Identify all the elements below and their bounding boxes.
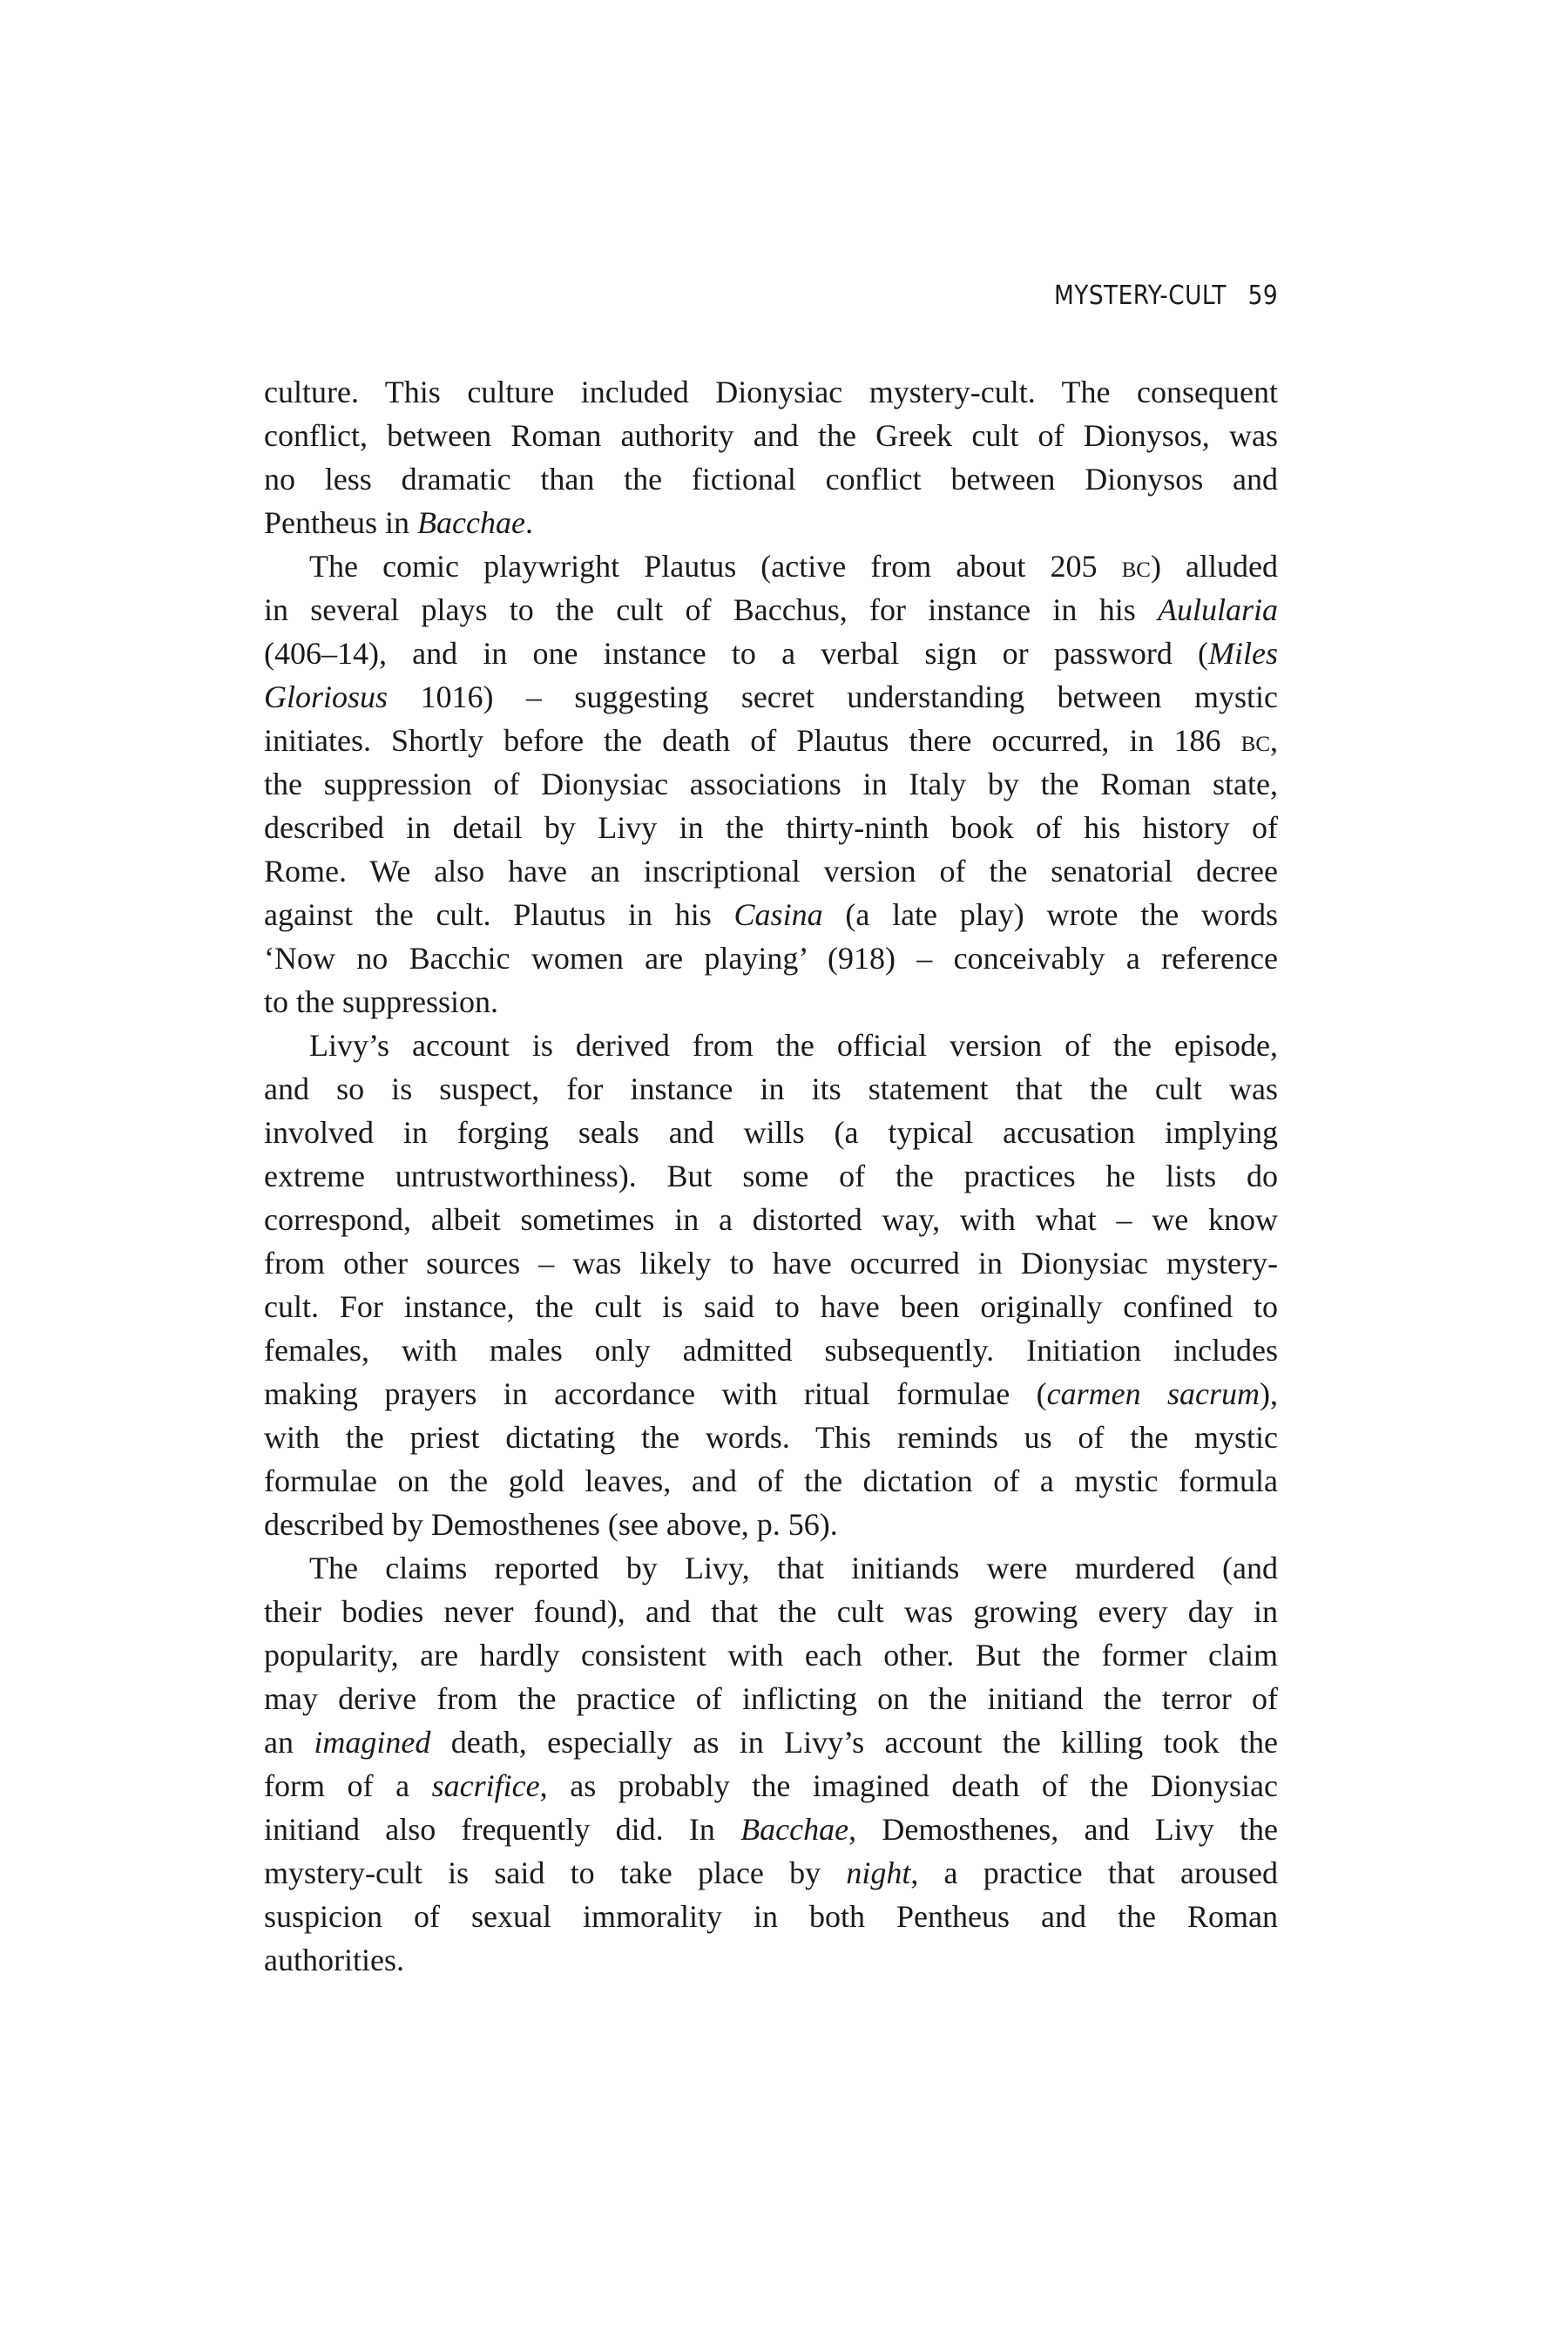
running-head [1054,280,1278,311]
text-run: (a late play) wrote the words [822,897,1278,932]
italic-text: sacrifice [431,1768,540,1803]
text-line [264,1372,1278,1416]
text-line [264,1111,1278,1154]
text-line [264,501,1278,544]
body-text [264,370,1278,1982]
text-line [264,1067,1278,1111]
text-line [264,806,1278,849]
paragraph [264,370,1278,544]
text-run: with the priest dictating the words. This reminds us of the mystic [264,1420,1278,1455]
italic-text: imagined [314,1725,431,1760]
text-line [264,719,1278,762]
text-run: popularity, are hardly consistent with each other. But the former claim [264,1638,1278,1673]
italic-text: Bacchae [417,505,525,540]
italic-text: Bacchae [740,1812,849,1847]
italic-text: Miles [1208,636,1278,671]
text-run: against the cult. Plautus in his [264,897,734,932]
text-line [264,457,1278,501]
text-line [264,1895,1278,1938]
text-run: correspond, albeit sometimes in a distorted way, with what – we know [264,1202,1278,1237]
text-run: The comic playwright Plautus (active from about 205 [309,549,1122,584]
text-run: , [1270,723,1278,758]
text-line [264,1503,1278,1546]
text-line [264,762,1278,806]
text-line [264,1459,1278,1503]
text-run: conflict, between Roman authority and the Greek cult of Dionysos, was [264,418,1278,453]
text-run: described by Demosthenes (see above, p. 56). [264,1507,838,1542]
text-run: extreme untrustworthiness). But some of the practices he lists do [264,1159,1278,1193]
text-run: death, especially as in Livy’s account the killing took the [430,1725,1278,1760]
text-line [264,1024,1278,1067]
text-run: and so is suspect, for instance in its statement that the cult was [264,1071,1278,1106]
text-run: Pentheus in [264,505,417,540]
text-run: no less dramatic than the fictional conflict between Dionysos and [264,462,1278,497]
text-run: mystery-cult is said to take place by [264,1855,847,1890]
italic-text: Gloriosus [264,679,389,714]
text-line [264,1808,1278,1851]
text-run: from other sources – was likely to have occurred in Dionysiac mystery- [264,1246,1278,1281]
text-run: an [264,1725,314,1760]
text-run: involved in forging seals and wills (a typical accusation implying [264,1115,1278,1150]
text-run: to the suppression. [264,984,498,1019]
text-line [264,1938,1278,1982]
text-run: cult. For instance, the cult is said to have been originally confined to [264,1289,1278,1324]
text-run: ‘Now no Bacchic women are playing’ (918) – conceivably a reference [264,941,1278,976]
text-line [264,1198,1278,1241]
text-run: making prayers in accordance with ritual formulae ( [264,1376,1047,1411]
text-line [264,1764,1278,1808]
text-line [264,370,1278,414]
text-run: initiand also frequently did. In [264,1812,741,1847]
text-run: . [524,505,533,540]
text-run: , a practice that aroused [910,1855,1279,1890]
text-run: formulae on the gold leaves, and of the dictation of a mystic formula [264,1463,1278,1498]
text-run: (406–14), and in one instance to a verbal sign or password ( [264,636,1209,671]
text-line [264,414,1278,457]
text-run: 1016) – suggesting secret understanding between mystic [388,679,1278,714]
italic-text: night [846,1855,911,1890]
paragraph [264,544,1278,1024]
text-line [264,588,1278,632]
text-run: , Demosthenes, and Livy the [848,1812,1278,1847]
text-run: ) alluded [1150,549,1278,584]
page-number: 59 [1247,280,1278,311]
text-line [264,675,1278,719]
italic-text: Aulularia [1157,592,1278,627]
running-head-title: MYSTERY-CULT [1053,280,1227,311]
text-line [264,1285,1278,1328]
small-caps-text: bc [1240,723,1270,758]
text-run: , as probably the imagined death of the Dionysiac [539,1768,1279,1803]
text-run: their bodies never found), and that the cult was growing every day in [264,1594,1278,1629]
text-line [264,544,1278,588]
text-line [264,1851,1278,1895]
text-line [264,1241,1278,1285]
text-line [264,1154,1278,1198]
text-line [264,1720,1278,1764]
italic-text: carmen sacrum [1046,1376,1260,1411]
text-run: described in detail by Livy in the thirty-ninth book of his history of [264,810,1278,845]
text-run: females, with males only admitted subsequently. Initiation includes [264,1333,1278,1368]
text-line [264,980,1278,1024]
small-caps-text: bc [1121,549,1151,584]
text-line [264,1546,1278,1590]
text-run: suspicion of sexual immorality in both Pentheus and the Roman [264,1899,1278,1934]
text-line [264,893,1278,936]
text-line [264,936,1278,980]
text-run: may derive from the practice of inflicting on the initiand the terror of [264,1681,1278,1716]
text-run: The claims reported by Livy, that initiands were murdered (and [309,1551,1278,1585]
text-line [264,1328,1278,1372]
text-line [264,632,1278,675]
text-line [264,1677,1278,1720]
text-line [264,1633,1278,1677]
text-run: culture. This culture included Dionysiac mystery-cult. The consequent [264,375,1278,409]
text-line [264,849,1278,893]
text-run: form of a [264,1768,432,1803]
text-line [264,1590,1278,1633]
text-run: in several plays to the cult of Bacchus, for instance in his [264,592,1158,627]
paragraph [264,1024,1278,1546]
text-run: ), [1260,1376,1279,1411]
text-line [264,1416,1278,1459]
text-run: authorities. [264,1943,404,1977]
italic-text: Casina [733,897,823,932]
text-run: Livy’s account is derived from the official version of the episode, [309,1028,1278,1063]
paragraph [264,1546,1278,1982]
text-run: initiates. Shortly before the death of Plautus there occurred, in 186 [264,723,1241,758]
text-run: Rome. We also have an inscriptional version of the senatorial decree [264,854,1278,889]
text-run: the suppression of Dionysiac associations in Italy by the Roman state, [264,767,1278,801]
